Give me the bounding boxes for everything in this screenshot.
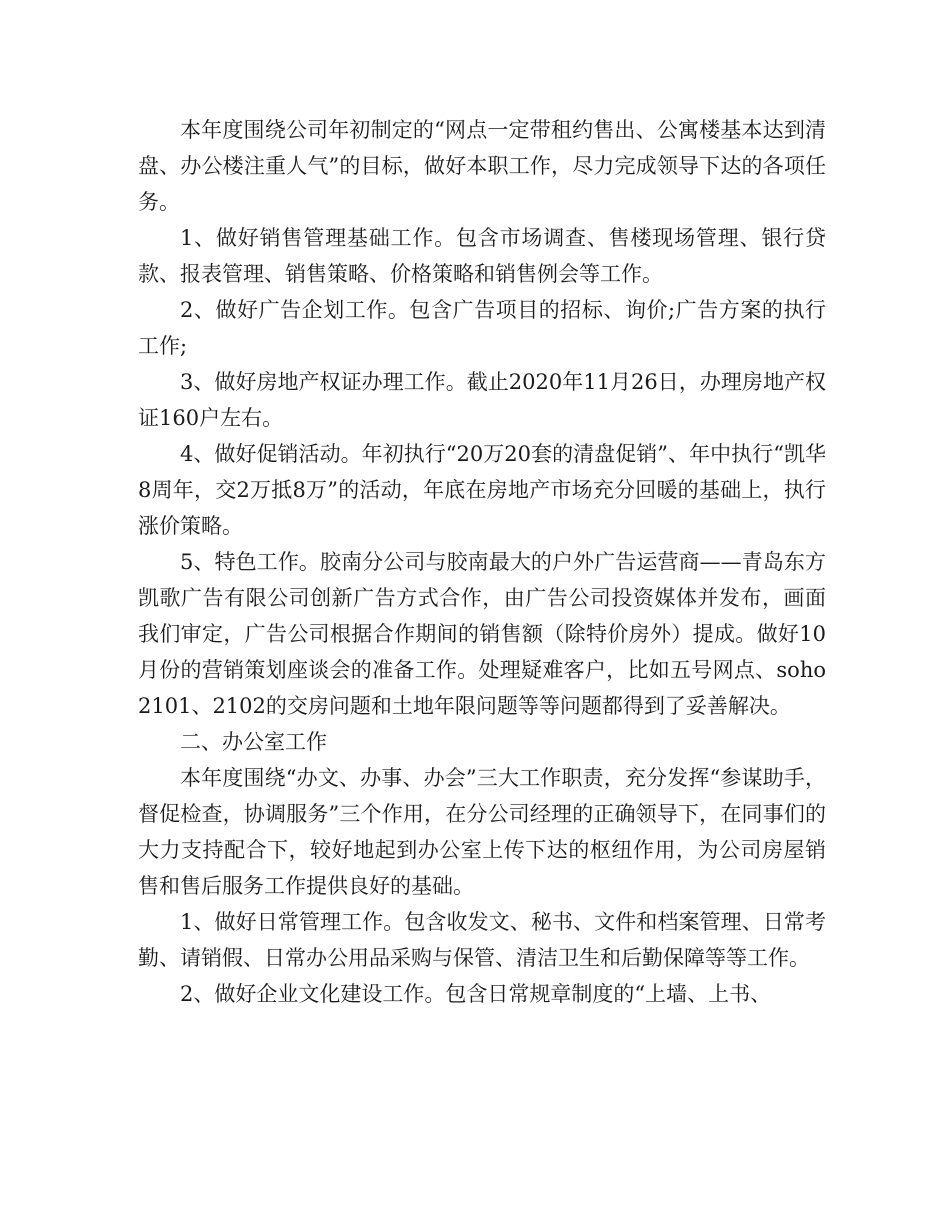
advertising-paragraph: 2、做好广告企划工作。包含广告项目的招标、询价;广告方案的执行工作; bbox=[138, 298, 826, 358]
office-work-heading: 二、办公室工作 bbox=[180, 730, 327, 754]
sales-management-paragraph: 1、做好销售管理基础工作。包含市场调查、售楼现场管理、银行贷款、报表管理、销售策略、价格策略和销售例会等工作。 bbox=[138, 226, 826, 286]
daily-management-paragraph: 1、做好日常管理工作。包含收发文、秘书、文件和档案管理、日常考勤、请销假、日常办公用品采购与保管、清洁卫生和后勤保障等等工作。 bbox=[138, 910, 826, 970]
property-certificate-paragraph: 3、做好房地产权证办理工作。截止2020年11月26日，办理房地产权证160户左右。 bbox=[138, 370, 826, 430]
promotion-paragraph: 4、做好促销活动。年初执行“20万20套的清盘促销”、年中执行“凯华8周年，交2万抵8万”的活动，年底在房地产市场充分回暖的基础上，执行涨价策略。 bbox=[138, 442, 826, 538]
corporate-culture-paragraph: 2、做好企业文化建设工作。包含日常规章制度的“上墙、上书、 bbox=[180, 982, 772, 1006]
office-duties-paragraph: 本年度围绕“办文、办事、办会”三大工作职责，充分发挥“参谋助手，督促检查，协调服务”三个作用，在分公司经理的正确领导下，在同事们的大力支持配合下，较好地起到办公室上传下达的枢纽作用，为公司房屋销售和售后服务工作提供良好的基础。 bbox=[138, 766, 826, 898]
intro-paragraph: 本年度围绕公司年初制定的“网点一定带租约售出、公寓楼基本达到清盘、办公楼注重人气”的目标，做好本职工作，尽力完成领导下达的各项任务。 bbox=[138, 118, 826, 214]
document-body bbox=[138, 112, 826, 1012]
special-work-paragraph: 5、特色工作。胶南分公司与胶南最大的户外广告运营商——青岛东方凯歌广告有限公司创新广告方式合作，由广告公司投资媒体并发布，画面我们审定，广告公司根据合作期间的销售额（除特价房外）提成。做好10月份的营销策划座谈会的准备工作。处理疑难客户，比如五号网点、soho2101、2102的交房问题和土地年限问题等等问题都得到了妥善解决。 bbox=[138, 550, 826, 718]
